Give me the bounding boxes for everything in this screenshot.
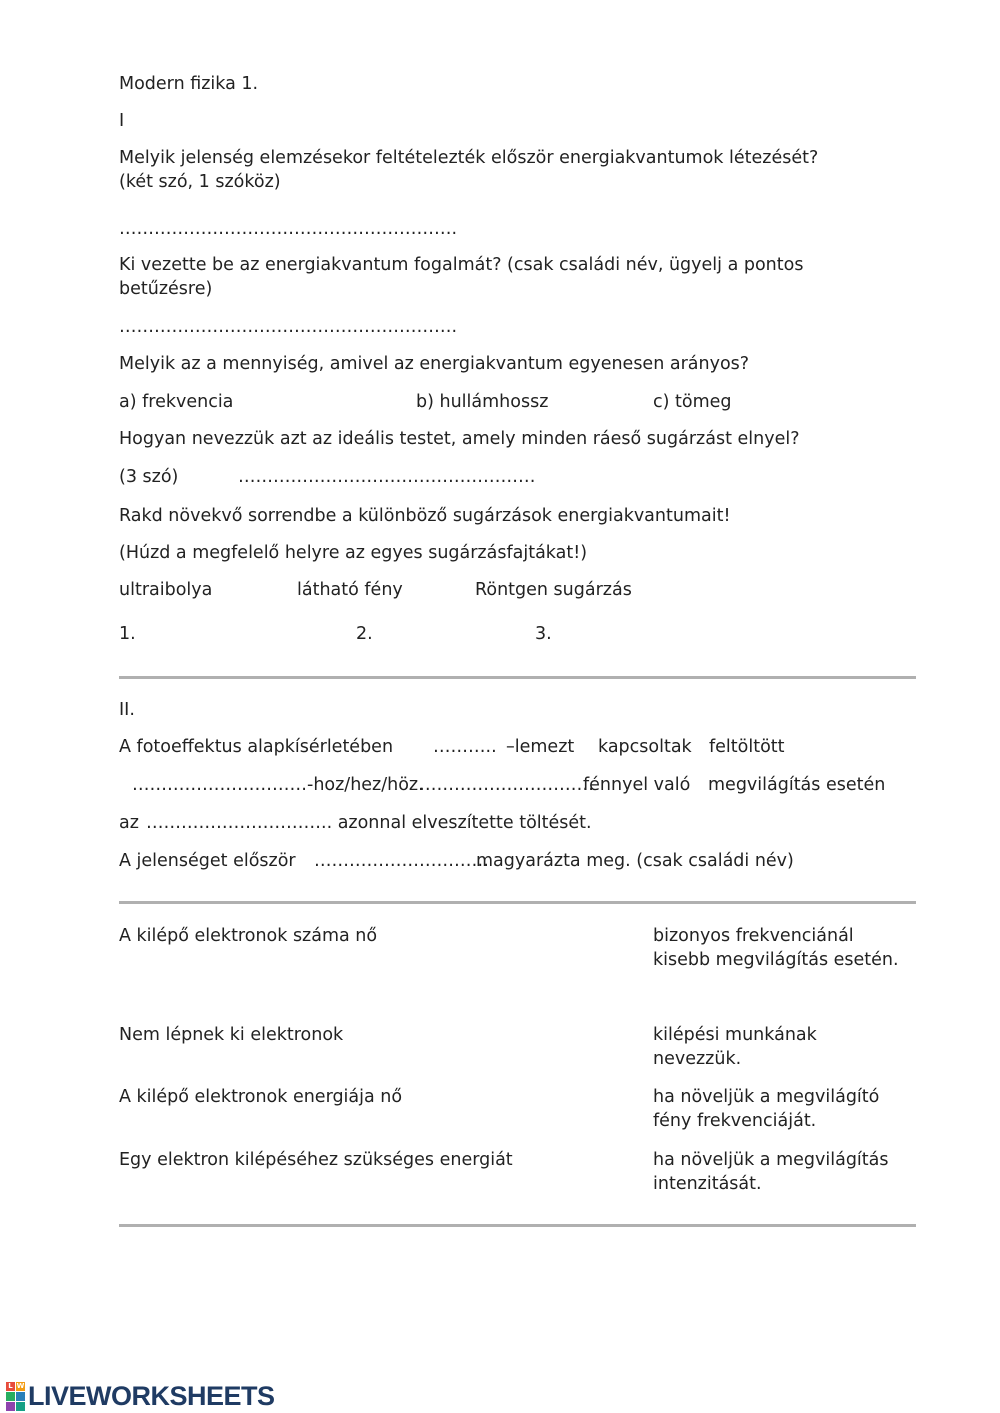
drop-slot-2[interactable]: 2. <box>356 624 373 644</box>
answer-field-4[interactable]: …………………………………………… <box>238 467 536 487</box>
match-right-3-line2: fény frekvenciáját. <box>653 1111 817 1131</box>
match-right-2-line2: nevezzük. <box>653 1049 742 1069</box>
question-3: Melyik az a mennyiség, amivel az energiakvantum egyenesen arányos? <box>119 354 750 374</box>
match-right-2-line1: kilépési munkának <box>653 1025 817 1045</box>
question-4: Hogyan nevezzük azt az ideális testet, amely minden ráeső sugárzást elnyel? <box>119 429 800 449</box>
logo-block <box>6 1392 15 1401</box>
sentence-1-feltoltott: feltöltött <box>709 737 785 757</box>
drop-slot-1[interactable]: 1. <box>119 624 136 644</box>
sentence-2-fennyel: fénnyel való <box>583 775 691 795</box>
match-right-4[interactable] <box>653 1148 889 1196</box>
logo-text: LIVEWORKSHEETS <box>28 1380 275 1411</box>
drag-item-xray[interactable]: Röntgen sugárzás <box>475 580 632 600</box>
match-right-4-line1: ha növeljük a megvilágítás <box>653 1150 889 1170</box>
question-2-hint: betűzésre) <box>119 279 213 299</box>
match-right-3[interactable] <box>653 1085 879 1133</box>
sentence-3-az: az <box>119 813 139 833</box>
liveworksheets-logo[interactable] <box>6 1380 275 1412</box>
match-right-3-line1: ha növeljük a megvilágító <box>653 1087 880 1107</box>
drag-item-ultraviolet[interactable]: ultraibolya <box>119 580 213 600</box>
logo-block <box>16 1402 25 1411</box>
question-5: Rakd növekvő sorrendbe a különböző sugárzások energiakvantumait! <box>119 506 731 526</box>
answer-field-2[interactable]: …………………………………………………. <box>119 317 458 337</box>
blank-metal[interactable]: ……….. <box>433 737 497 757</box>
section-2-heading: II. <box>119 700 135 720</box>
logo-blocks-icon <box>6 1382 25 1411</box>
match-right-1-line2: kisebb megvilágítás esetén. <box>653 950 899 970</box>
logo-block: W <box>16 1381 25 1390</box>
sentence-4-text: A jelenséget először <box>119 851 296 871</box>
blank-scientist[interactable]: ………………………… <box>314 851 489 871</box>
section-1-heading: I <box>119 111 125 131</box>
page-title: Modern fizika 1. <box>119 74 259 94</box>
sentence-1-lemezt: –lemezt <box>506 737 575 757</box>
divider <box>119 901 916 904</box>
blank-device[interactable]: …………………………-hoz/hez/höz. <box>132 775 424 795</box>
sentence-1-kapcsoltak: kapcsoltak <box>598 737 692 757</box>
match-left-2[interactable]: Nem lépnek ki elektronok <box>119 1025 344 1045</box>
question-1: Melyik jelenség elemzésekor feltételezték először energiakvantumok létezését? <box>119 148 819 168</box>
question-4-hint: (3 szó) <box>119 467 179 487</box>
drag-item-visible-light[interactable]: látható fény <box>297 580 403 600</box>
blank-charge[interactable]: ………………………….. azonnal elveszítette töltését. <box>146 813 592 833</box>
match-right-4-line2: intenzitását. <box>653 1174 762 1194</box>
drop-slot-3[interactable]: 3. <box>535 624 552 644</box>
logo-block: L <box>6 1382 15 1391</box>
divider <box>119 676 916 679</box>
sentence-1-text: A fotoeffektus alapkísérletében <box>119 737 394 757</box>
answer-field-1[interactable]: …………………………………………………. <box>119 219 458 239</box>
divider <box>119 1224 916 1227</box>
question-2: Ki vezette be az energiakvantum fogalmát? (csak családi név, ügyelj a pontos <box>119 255 804 275</box>
logo-block <box>16 1392 25 1401</box>
option-a[interactable]: a) frekvencia <box>119 392 234 412</box>
match-left-4[interactable]: Egy elektron kilépéséhez szükséges energiát <box>119 1150 513 1170</box>
blank-light-type[interactable]: ………………………… <box>419 775 594 795</box>
logo-block <box>6 1402 15 1411</box>
sentence-2-megvilagitas: megvilágítás esetén <box>708 775 886 795</box>
question-5-instruction: (Húzd a megfelelő helyre az egyes sugárzásfajtákat!) <box>119 543 588 563</box>
match-right-1-line1: bizonyos frekvenciánál <box>653 926 854 946</box>
option-b[interactable]: b) hullámhossz <box>416 392 549 412</box>
option-c[interactable]: c) tömeg <box>653 392 732 412</box>
match-left-3[interactable]: A kilépő elektronok energiája nő <box>119 1087 403 1107</box>
question-1-hint: (két szó, 1 szóköz) <box>119 172 281 192</box>
match-right-1[interactable] <box>653 924 899 972</box>
match-left-1[interactable]: A kilépő elektronok száma nő <box>119 926 378 946</box>
match-right-2[interactable] <box>653 1023 817 1071</box>
sentence-4-end: magyarázta meg. (csak családi név) <box>476 851 794 871</box>
